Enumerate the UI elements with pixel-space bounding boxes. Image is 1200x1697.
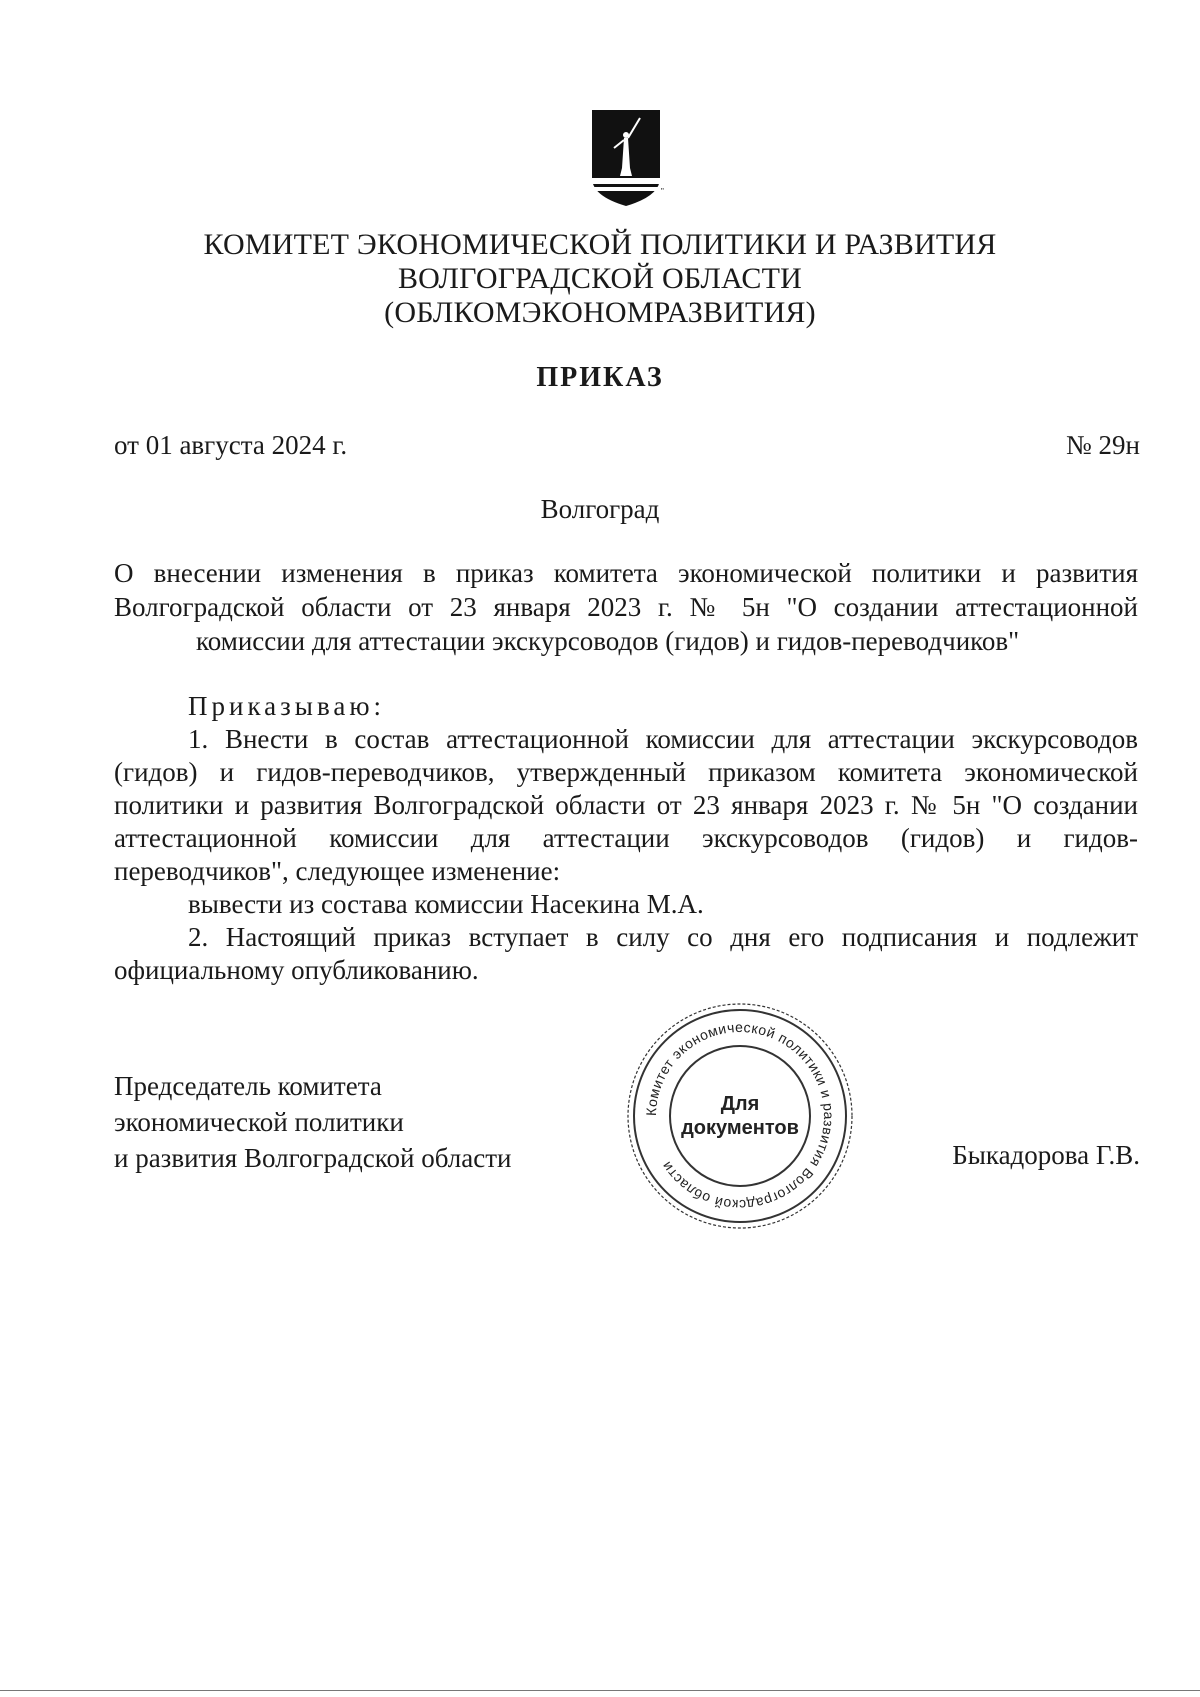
- signatory-name: Быкадорова Г.В.: [952, 1140, 1140, 1170]
- signatory-position: [114, 1068, 511, 1176]
- title-line-2: Волгоградской области от 23 января 2023 г. № 5н "О создании аттестационной: [114, 592, 1138, 622]
- document-date: от 01 августа 2024 г.: [114, 430, 348, 460]
- org-line-3: (ОБЛКОМЭКОНОМРАЗВИТИЯ): [384, 296, 816, 329]
- body-line-7: 2. Настоящий приказ вступает в силу со дня его подписания и подлежит: [188, 922, 1138, 952]
- seal-center-line-2: документов: [681, 1117, 799, 1139]
- position-line-2: экономической политики: [114, 1107, 404, 1137]
- position-line-3: и развития Волгоградской области: [114, 1143, 512, 1173]
- volgograd-coat-of-arms-icon: [588, 108, 664, 208]
- body-line-4: аттестационной комиссии для аттестации экскурсоводов (гидов) и гидов-: [114, 823, 1138, 853]
- organization-name: [0, 228, 1200, 330]
- page-bottom-rule: [0, 1690, 1200, 1691]
- document-number: № 29н: [1066, 430, 1140, 460]
- document-city: Волгоград: [540, 494, 660, 524]
- seal-ring-text: Комитет экономической политики и развития Волгоградской области: [642, 1018, 838, 1214]
- body-line-5: переводчиков", следующее изменение:: [114, 856, 561, 886]
- title-line-3: комиссии для аттестации экскурсоводов (гидов) и гидов-переводчиков": [196, 626, 1020, 656]
- order-word: Приказываю:: [188, 691, 385, 721]
- official-seal: [624, 1000, 856, 1232]
- document-type: ПРИКАЗ: [536, 362, 664, 393]
- position-line-1: Председатель комитета: [114, 1071, 382, 1101]
- seal-center-line-1: Для: [720, 1093, 760, 1115]
- org-line-1: КОМИТЕТ ЭКОНОМИЧЕСКОЙ ПОЛИТИКИ И РАЗВИТИЯ: [203, 228, 997, 261]
- body-line-2: (гидов) и гидов-переводчиков, утвержденный приказом комитета экономической: [114, 757, 1138, 787]
- org-line-2: ВОЛГОГРАДСКОЙ ОБЛАСТИ: [397, 262, 803, 295]
- body-line-1: 1. Внести в состав аттестационной комиссии для аттестации экскурсоводов: [188, 724, 1138, 754]
- title-line-1: О внесении изменения в приказ комитета экономической политики и развития: [114, 558, 1138, 588]
- body-line-3: политики и развития Волгоградской области от 23 января 2023 г. № 5н "О создании: [114, 790, 1138, 820]
- svg-text:": ": [661, 187, 664, 196]
- body-line-6: вывести из состава комиссии Насекина М.А.: [188, 889, 704, 919]
- body-line-8: официальному опубликованию.: [114, 955, 479, 985]
